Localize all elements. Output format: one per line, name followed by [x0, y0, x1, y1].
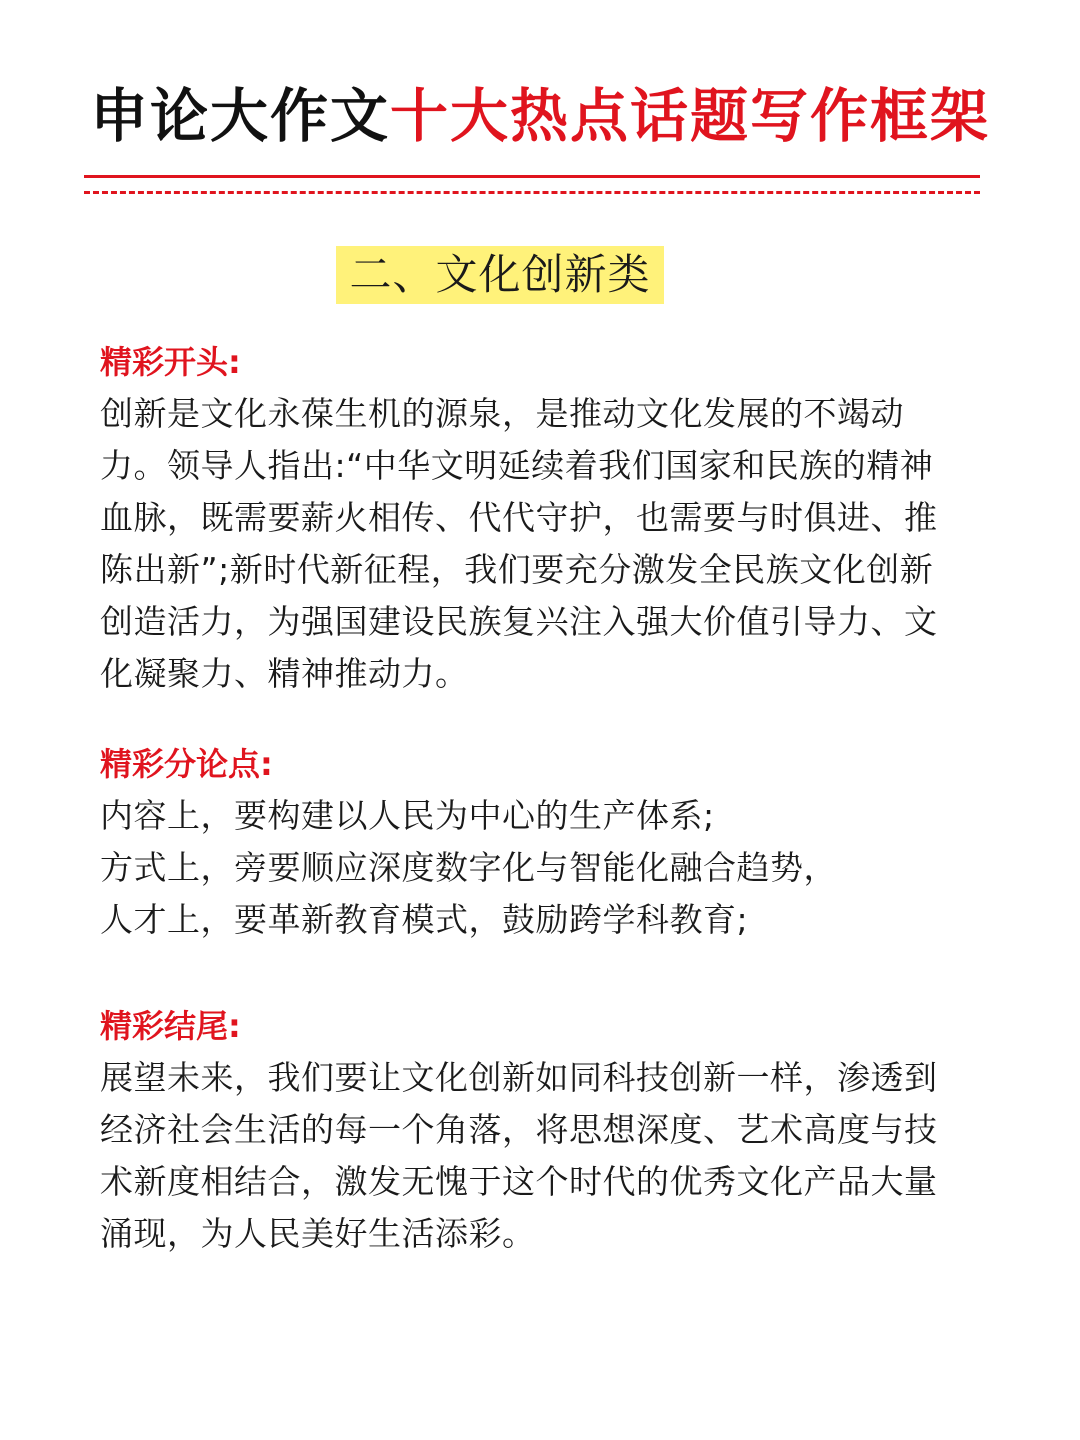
- page-title: [0, 78, 1080, 154]
- opening-line: 力。领导人指出:“中华文明延续着我们国家和民族的精神: [100, 446, 934, 485]
- points-label: 精彩分论点:: [100, 745, 273, 783]
- opening-paragraph: [100, 388, 970, 700]
- points-paragraph: [100, 790, 970, 946]
- points-line: 内容上，要构建以人民为中心的生产体系;: [100, 796, 715, 835]
- section-heading: 二、文化创新类: [336, 246, 664, 304]
- opening-label: 精彩开头:: [100, 343, 241, 381]
- ending-line: 展望未来，我们要让文化创新如同科技创新一样，渗透到: [100, 1058, 938, 1097]
- ending-line: 术新度相结合，激发无愧于这个时代的优秀文化产品大量: [100, 1162, 938, 1201]
- points-line: 方式上，旁要顺应深度数字化与智能化融合趋势，: [100, 848, 837, 887]
- points-line: 人才上，要革新教育模式，鼓励跨学科教育;: [100, 900, 749, 939]
- opening-line: 创造活力，为强国建设民族复兴注入强大价值引导力、文: [100, 602, 938, 641]
- title-underline-dashed: [84, 191, 980, 194]
- ending-label: 精彩结尾:: [100, 1007, 241, 1045]
- opening-line: 陈出新”;新时代新征程，我们要充分激发全民族文化创新: [100, 550, 934, 589]
- ending-paragraph: [100, 1052, 970, 1260]
- title-underline-solid: [84, 175, 980, 178]
- opening-line: 化凝聚力、精神推动力。: [100, 654, 469, 693]
- title-red-part: 十大热点话题写作框架: [390, 82, 991, 150]
- opening-line: 血脉，既需要薪火相传、代代守护，也需要与时俱进、推: [100, 498, 938, 537]
- ending-line: 涌现，为人民美好生活添彩。: [100, 1214, 536, 1253]
- title-black-part: 申论大作文: [89, 82, 390, 150]
- ending-line: 经济社会生活的每一个角落，将思想深度、艺术高度与技: [100, 1110, 938, 1149]
- opening-line: 创新是文化永葆生机的源泉，是推动文化发展的不竭动: [100, 394, 904, 433]
